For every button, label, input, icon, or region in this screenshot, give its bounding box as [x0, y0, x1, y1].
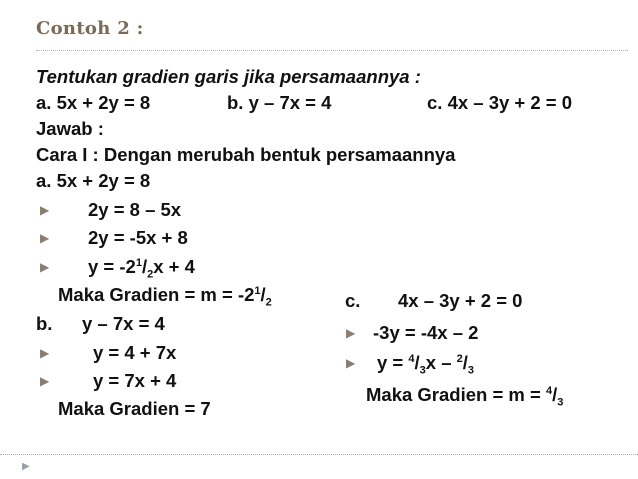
cara-heading: Cara I : Dengan merubah bentuk persamaannya — [36, 144, 456, 165]
footer-divider — [0, 454, 638, 455]
triangle-right-icon: ▶ — [40, 374, 50, 388]
title-divider — [36, 50, 628, 51]
equation-b: b. y – 7x = 4 — [227, 92, 332, 113]
part-b-equation: y – 7x = 4 — [82, 313, 165, 334]
part-a-heading: a. 5x + 2y = 8 — [36, 170, 151, 191]
part-a-step-1: 2y = 8 – 5x — [88, 199, 182, 220]
triangle-right-icon: ▶ — [346, 356, 356, 370]
equation-c: c. 4x – 3y + 2 = 0 — [427, 92, 573, 113]
equation-a: a. 5x + 2y = 8 — [36, 92, 151, 113]
triangle-right-icon: ▶ — [346, 326, 356, 340]
part-a-step-3: $y = -2^1/_2x + 4$ — [88, 256, 195, 281]
triangle-right-icon: ▶ — [40, 260, 50, 274]
part-c-equation: 4x – 3y + 2 = 0 — [398, 290, 523, 311]
part-c-step-1: -3y = -4x – 2 — [373, 322, 479, 343]
part-c-step-2: $y = ^4/_3x - ^2/_3$ — [377, 352, 475, 377]
triangle-right-icon: ▶ — [40, 231, 50, 245]
part-b-step-2: y = 7x + 4 — [93, 370, 177, 391]
slide-title: Contoh 2 : — [36, 18, 144, 39]
part-c-result: Maka Gradien = $m = ^4/_3$ — [366, 384, 564, 409]
triangle-right-icon: ▶ — [40, 203, 50, 217]
part-b-result: Maka Gradien = 7 — [58, 398, 211, 419]
triangle-right-icon: ▶ — [40, 346, 50, 360]
jawab-label: Jawab : — [36, 118, 104, 139]
part-a-step-2: 2y = -5x + 8 — [88, 227, 188, 248]
part-b-step-1: y = 4 + 7x — [93, 342, 177, 363]
part-b-label: b. — [36, 313, 53, 334]
part-c-label: c. — [345, 290, 361, 311]
question-text: Tentukan gradien garis jika persamaannya : — [36, 66, 421, 87]
part-a-result: Maka Gradien = $m = -2^1/_2$ — [58, 284, 272, 309]
chevron-right-icon: ▶ — [22, 461, 30, 472]
